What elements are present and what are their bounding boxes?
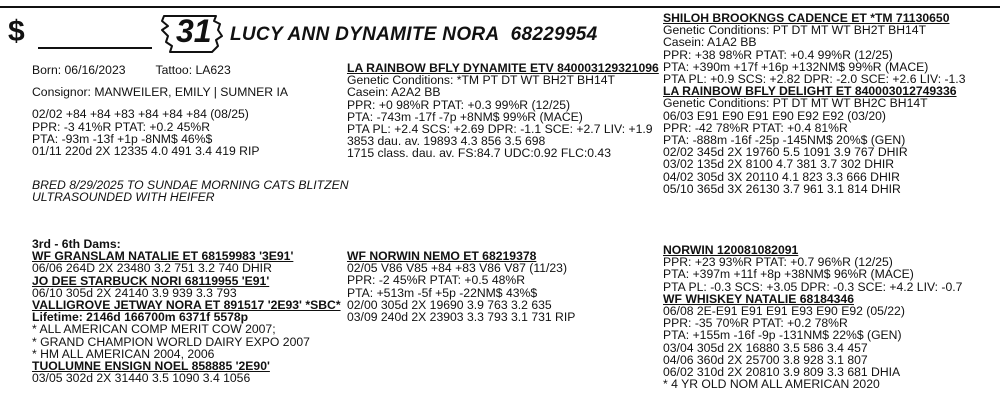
classification-score: 02/02 +84 +84 +83 +84 +84 +84 (08/25) xyxy=(32,107,249,122)
sire-dam-genetic-conditions: Genetic Conditions: PT DT MT WT BH2C BH14T xyxy=(663,96,928,111)
sire-daughters-production: 3853 dau. av. 19893 4.3 856 3.5 698 xyxy=(347,134,546,149)
dam-5th-name: VALLIGROVE JETWAY NORA ET 891517 '2E93' *SBC* xyxy=(32,298,341,313)
sire-dam-record-2: 03/02 135d 2X 8100 4.7 381 3.7 302 DHIR xyxy=(663,157,895,172)
ultrasound-note: ULTRASOUNDED WITH HEIFER xyxy=(32,190,215,205)
mgs-sire-ppr: PPR: +23 93%R PTAT: +0.7 96%R (12/25) xyxy=(663,255,893,270)
sire-casein: Casein: A2A2 BB xyxy=(347,85,441,100)
sire-dam-record-3: 04/02 305d 3X 20110 4.1 823 3.3 666 DHIR xyxy=(663,169,900,184)
dams-section xyxy=(32,238,341,384)
sire-sire-pta-pl: PTA PL: +0.9 SCS: +2.82 DPR: -2.0 SCE: +2.6 LIV: -1.3 xyxy=(663,72,966,87)
dam-4th-record: 06/10 305d 2X 24140 3.9 939 3.3 793 xyxy=(32,285,237,300)
mgs-dam-name: WF WHISKEY NATALIE 68184346 xyxy=(663,291,854,306)
dam-6th-name: TUOLUMNE ENSIGN NOEL 858885 '2E90' xyxy=(32,359,270,374)
animal-info xyxy=(32,64,349,204)
animal-name: LUCY ANN DYNAMITE NORA xyxy=(230,24,500,45)
mgs-dam-record-3: 06/02 310d 2X 20810 3.9 809 3.3 681 DHIA xyxy=(663,365,901,380)
lactation-record: 01/11 220d 2X 12335 4.0 491 3.4 419 RIP xyxy=(32,144,260,159)
mgs-dam-record-2: 04/06 360d 2X 25700 3.8 928 3.1 807 xyxy=(663,352,868,367)
price-dollar-sign: $ xyxy=(8,15,25,48)
sire-sire-genetic-conditions: Genetic Conditions: PT DT MT WT BH2T BH14T xyxy=(663,23,927,38)
mgs-dam-pta: PTA: +155m -16f -9p -131NM$ 22%$ (GEN) xyxy=(663,328,902,343)
sire-ppr: PPR: +0 98%R PTAT: +0.3 99%R (12/25) xyxy=(347,97,571,112)
sire-dam-record-4: 05/10 365d 3X 26130 3.7 961 3.1 814 DHIR xyxy=(663,181,901,196)
sire-daughters-classification: 1715 class. dau. av. FS:84.7 UDC:0.92 FLC:0.43 xyxy=(347,146,611,161)
mgs-parents-block xyxy=(663,244,962,390)
sire-pta-pl: PTA PL: +2.4 SCS: +2.69 DPR: -1.1 SCE: +2.7 LIV: +1.9 xyxy=(347,122,653,137)
dam-5th-lifetime: Lifetime: 2146d 166700m 6371f 5578p xyxy=(32,310,249,325)
dam-5th-award-1: * ALL AMERICAN COMP MERIT COW 2007; xyxy=(32,322,276,337)
mgs-dam-award: * 4 YR OLD NOM ALL AMERICAN 2020 xyxy=(663,377,880,392)
animal-reg-number: 68229954 xyxy=(510,24,598,45)
born-date: Born: 06/16/2023 xyxy=(32,63,126,77)
breeding-note: BRED 8/29/2025 TO SUNDAE MORNING CATS BLITZEN xyxy=(32,178,349,193)
mgs-dam-classification: 06/08 2E-E91 E91 E91 E93 E90 E92 (05/22) xyxy=(663,304,905,319)
animal-name-heading xyxy=(230,25,598,45)
sire-sire-block xyxy=(663,12,965,195)
lot-number: 31 xyxy=(176,13,212,49)
mgs-dam-record-1: 03/04 305d 2X 16880 3.5 586 3.4 457 xyxy=(663,340,868,355)
top-rule xyxy=(0,6,1000,8)
mgs-pta: PTA: +513m -5f +5p -22NM$ 43%$ xyxy=(347,285,538,300)
sire-dam-name: LA RAINBOW BFLY DELIGHT ET 840003012749336 xyxy=(663,84,957,99)
mgs-name: WF NORWIN NEMO ET 68219378 xyxy=(347,249,537,263)
dam-3rd-record: 06/06 264D 2X 23480 3.2 751 3.2 740 DHIR xyxy=(32,261,272,276)
mgs-dam-ppr: PPR: -35 70%R PTAT: +0.2 78%R xyxy=(663,316,848,331)
sire-genetic-conditions: Genetic Conditions: *TM PT DT WT BH2T BH14T xyxy=(347,73,615,88)
dams-title: 3rd - 6th Dams: xyxy=(32,237,121,251)
dam-4th-name: JO DEE STARBUCK NORI 68119955 'E91' xyxy=(32,273,270,288)
dam-5th-award-3: * HM ALL AMERICAN 2004, 2006 xyxy=(32,346,215,361)
sire-dam-pta: PTA: -888m -16f -25p -145NM$ 20%$ (GEN) xyxy=(663,133,906,148)
sire-dam-classification: 06/03 E91 E90 E91 E90 E92 E92 (03/20) xyxy=(663,108,886,123)
tattoo: Tattoo: LA623 xyxy=(155,63,231,77)
pta-line: PTA: -93m -13f +1p -8NM$ 46%$ xyxy=(32,131,213,146)
sire-sire-ppr: PPR: +38 98%R PTAT: +0.4 99%R (12/25) xyxy=(663,47,893,62)
mgs-ppr: PPR: -2 45%R PTAT: +0.5 48%R xyxy=(347,273,526,288)
mgs-record-2: 03/09 240d 2X 23903 3.3 793 3.1 731 RIP xyxy=(347,310,576,325)
sire-dam-ppr: PPR: -42 78%R PTAT: +0.4 81%R xyxy=(663,120,848,135)
dam-5th-award-2: * GRAND CHAMPION WORLD DAIRY EXPO 2007 xyxy=(32,334,310,349)
sire-pta: PTA: -743m -17f -7p +8NM$ 99%R (MACE) xyxy=(347,109,583,124)
sire-sire-casein: Casein: A1A2 BB xyxy=(663,35,757,50)
mgs-sire-pta-pl: PTA PL: -0.3 SCS: +3.05 DPR: -0.3 SCE: +4.2 LIV: -0.7 xyxy=(663,279,963,294)
sire-dam-record-1: 02/02 345d 2X 19760 5.5 1091 3.9 767 DHIR xyxy=(663,145,908,160)
sire-block xyxy=(347,62,659,160)
mgs-sire-name: NORWIN 120081082091 xyxy=(663,243,799,257)
ppr-line: PPR: -3 41%R PTAT: +0.2 45%R xyxy=(32,119,211,134)
mgs-sire-pta: PTA: +397m +11f +8p +38NM$ 96%R (MACE) xyxy=(663,267,914,282)
sire-sire-name: SHILOH BROOKNGS CADENCE ET *TM 71130650 xyxy=(663,11,950,25)
birth-tattoo-row xyxy=(32,64,349,76)
mgs-block xyxy=(347,250,575,323)
sire-name: LA RAINBOW BFLY DYNAMITE ETV 840003129321096 xyxy=(347,61,659,75)
mgs-classification: 02/05 V86 V85 +84 +83 V86 V87 (11/23) xyxy=(347,261,567,276)
dam-3rd-name: WF GRANSLAM NATALIE ET 68159983 '3E91' xyxy=(32,249,294,264)
price-blank-line xyxy=(38,47,152,49)
consignor: Consignor: MANWEILER, EMILY | SUMNER IA xyxy=(32,85,289,100)
sire-sire-pta: PTA: +390m +17f +16p +132NM$ 99%R (MACE) xyxy=(663,59,929,74)
dam-6th-record: 03/05 302d 2X 31440 3.5 1090 3.4 1056 xyxy=(32,371,251,386)
mgs-record-1: 02/00 305d 2X 19690 3.9 763 3.2 635 xyxy=(347,297,552,312)
